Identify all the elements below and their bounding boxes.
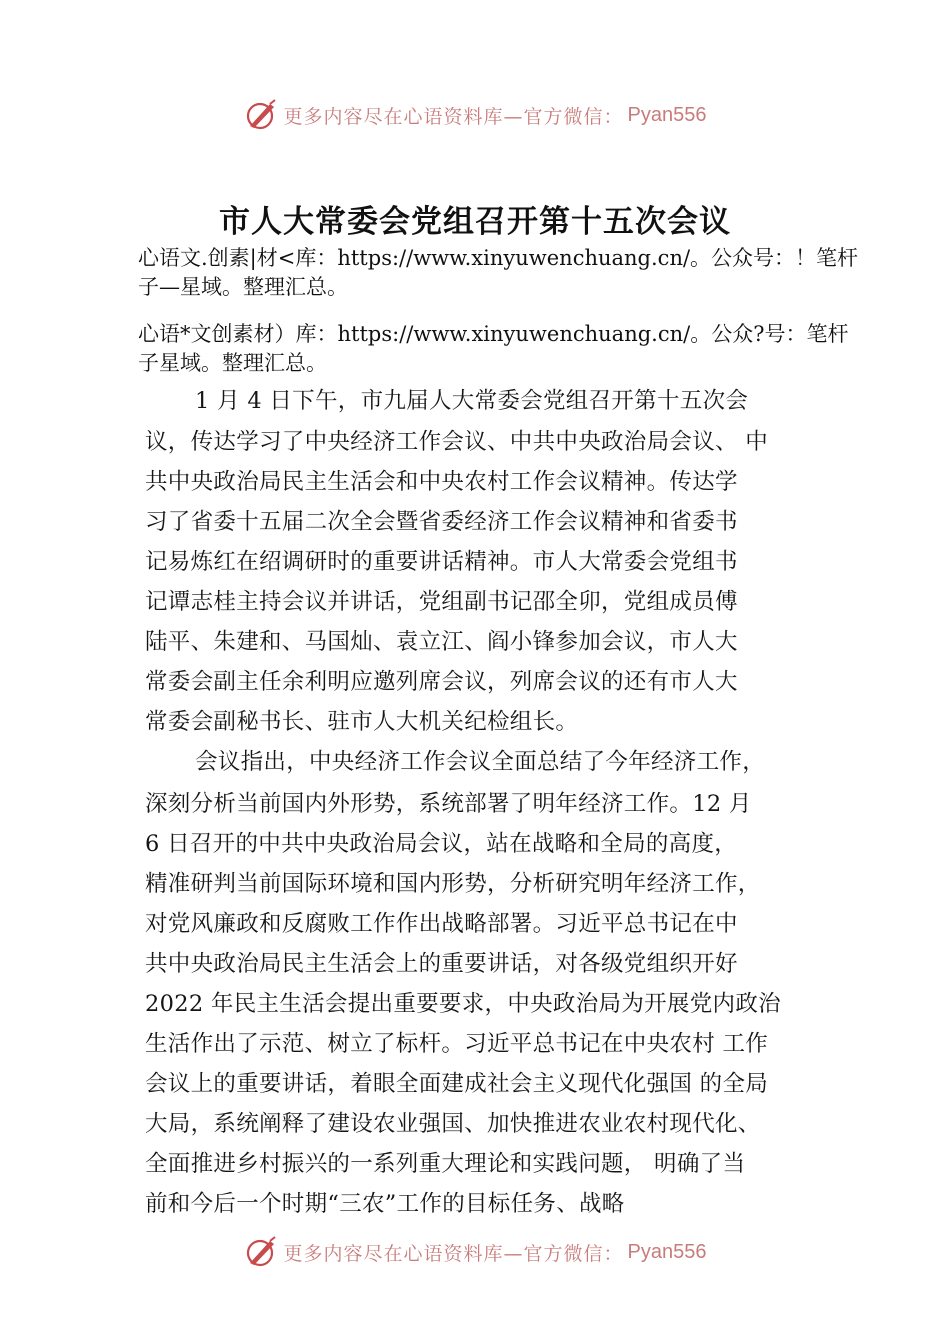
banner-handle: Pyan556 [627, 1240, 707, 1263]
banner-text: 更多内容尽在心语资料库—官方微信： [283, 105, 624, 128]
header-banner [0, 95, 950, 135]
body-line: 共中央政治局民主生活会和中央农村工作会议精神。传达学 [145, 469, 738, 495]
body-line: 议，传达学习了中央经济工作会议、中共中央政治局会议、 中 [145, 429, 769, 455]
pen-logo-icon [244, 1235, 278, 1269]
document-title: 市人大常委会党组召开第十五次会议 [219, 204, 731, 240]
watermark-line-1: 心语文.创素|材<库：https://www.xinyuwenchuang.cn/。公众号：！笔杆子—星域。整理汇总。 [138, 246, 859, 299]
banner-handle: Pyan556 [627, 103, 707, 126]
body-line: 记谭志桂主持会议并讲话，党组副书记邵全卯，党组成员傅 [145, 589, 738, 615]
banner-text: 更多内容尽在心语资料库—官方微信： [283, 1242, 624, 1265]
body-line: 大局，系统阐释了建设农业强国、加快推进农业农村现代化、 [145, 1111, 761, 1137]
body-line: 1 月 4 日下午，市九届人大常委会党组召开第十五次会 [195, 388, 749, 414]
body-line: 记易炼红在绍调研时的重要讲话精神。市人大常委会党组书 [145, 549, 738, 575]
body-line: 6 日召开的中共中央政治局会议，站在战略和全局的高度， [145, 831, 738, 857]
body-line: 共中央政治局民主生活会上的重要讲话，对各级党组织开好 [145, 951, 738, 977]
body-line: 会议上的重要讲话，着眼全面建成社会主义现代化强国 的全局 [145, 1071, 769, 1097]
pen-logo-icon [244, 98, 278, 132]
body-line: 对党风廉政和反腐败工作作出战略部署。习近平总书记在中 [145, 911, 738, 937]
body-line: 生活作出了示范、树立了标杆。习近平总书记在中央农村 工作 [145, 1031, 769, 1057]
body-line: 前和今后一个时期“三农”工作的目标任务、战略 [145, 1191, 625, 1217]
footer-banner [0, 1232, 950, 1272]
body-line: 会议指出，中央经济工作会议全面总结了今年经济工作， [195, 749, 766, 775]
body-line: 常委会副主任余利明应邀列席会议，列席会议的还有市人大 [145, 669, 738, 695]
body-line: 陆平、朱建和、马国灿、袁立江、阎小锋参加会议，市人大 [145, 629, 738, 655]
body-line: 全面推进乡村振兴的一系列重大理论和实践问题， 明确了当 [145, 1151, 746, 1177]
body-line: 2022 年民主生活会提出重要要求，中央政治局为开展党内政治 [145, 991, 781, 1017]
body-line: 常委会副秘书长、驻市人大机关纪检组长。 [145, 709, 579, 735]
body-line: 精准研判当前国际环境和国内形势，分析研究明年经济工作， [145, 871, 761, 897]
body-line: 深刻分析当前国内外形势，系统部署了明年经济工作。12 月 [145, 791, 752, 817]
watermark-line-2: 心语*文创素材）库：https://www.xinyuwenchuang.cn/。公众?号：笔杆子星域。整理汇总。 [138, 322, 849, 375]
body-line: 习了省委十五届二次全会暨省委经济工作会议精神和省委书 [145, 509, 738, 535]
